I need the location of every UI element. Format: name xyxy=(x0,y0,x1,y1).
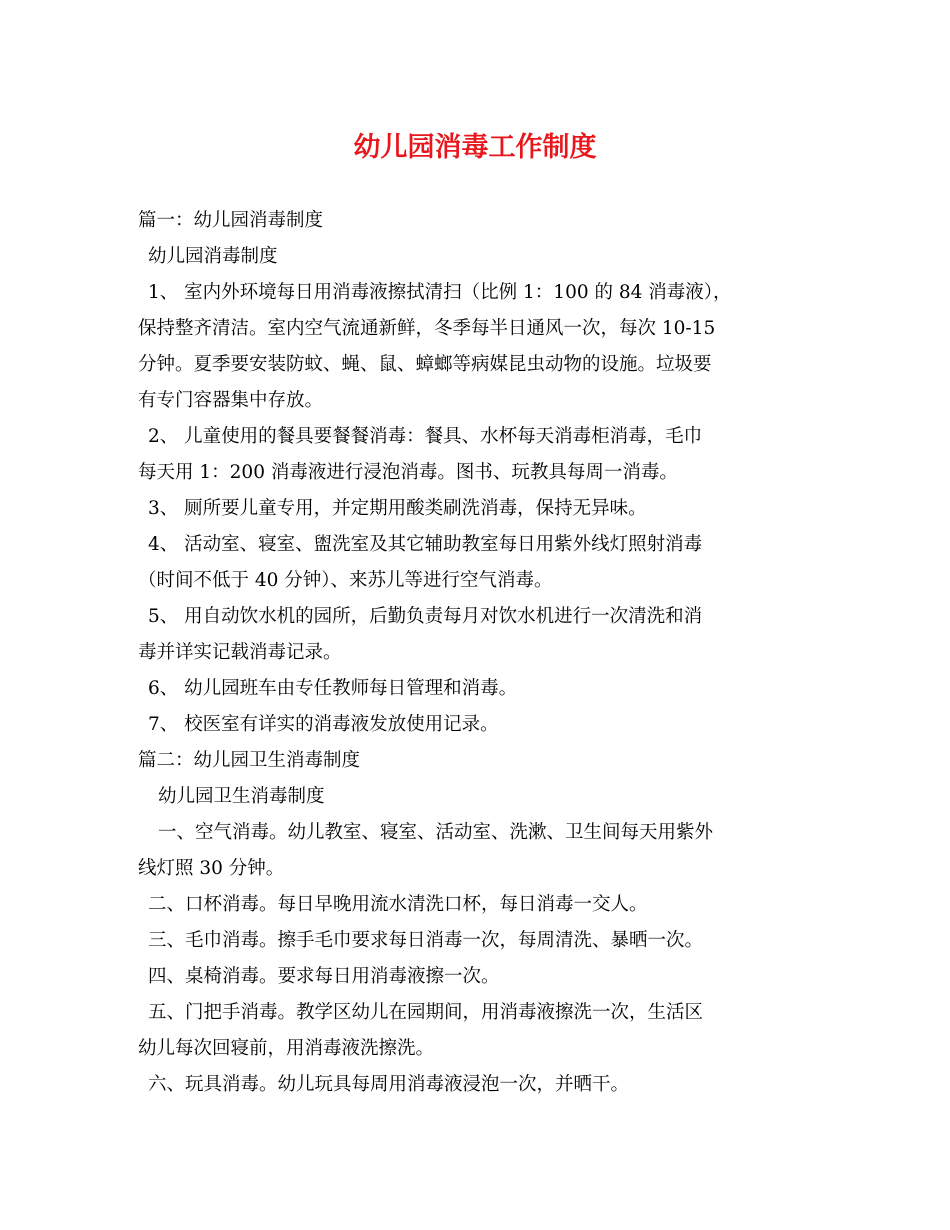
paragraph-line: 保持整齐清洁。室内空气流通新鲜，冬季每半日通风一次，每次 10-15 xyxy=(138,318,716,339)
document-title: 幼儿园消毒工作制度 xyxy=(353,132,597,163)
paragraph-line: 6、 幼儿园班车由专任教师每日管理和消毒。 xyxy=(148,678,518,699)
paragraph-line: 3、 厕所要儿童专用，并定期用酸类刷洗消毒，保持无异味。 xyxy=(148,498,647,519)
paragraph-line: 三、毛巾消毒。擦手毛巾要求每日消毒一次，每周清洗、暴晒一次。 xyxy=(148,930,704,951)
paragraph-line: 2、 儿童使用的餐具要餐餐消毒：餐具、水杯每天消毒柜消毒，毛巾 xyxy=(148,426,703,447)
paragraph-line: 5、 用自动饮水机的园所，后勤负责每月对饮水机进行一次清洗和消 xyxy=(148,606,703,627)
paragraph-line: 幼儿每次回寝前，用消毒液洗擦洗。 xyxy=(138,1038,435,1059)
paragraph-line: 有专门容器集中存放。 xyxy=(138,390,324,411)
document-body xyxy=(138,203,828,1103)
paragraph-line: 五、门把手消毒。教学区幼儿在园期间，用消毒液擦洗一次，生活区 xyxy=(148,1002,704,1023)
paragraph-line: 二、口杯消毒。每日早晚用流水清洗口杯，每日消毒一交人。 xyxy=(148,894,648,915)
paragraph-line: 线灯照 30 分钟。 xyxy=(138,858,285,879)
paragraph-line: 分钟。夏季要安装防蚊、蝇、鼠、蟑螂等病媒昆虫动物的设施。垃圾要 xyxy=(138,354,712,375)
paragraph-line: 1、 室内外环境每日用消毒液擦拭清扫（比例 1：100 的 84 消毒液）， xyxy=(148,282,732,303)
section-heading: 篇一：幼儿园消毒制度 xyxy=(138,210,324,231)
paragraph-line: 每天用 1：200 消毒液进行浸泡消毒。图书、玩教具每周一消毒。 xyxy=(138,462,678,483)
section-subtitle: 幼儿园消毒制度 xyxy=(148,246,278,267)
paragraph-line: 毒并详实记载消毒记录。 xyxy=(138,642,342,663)
paragraph-line: 一、空气消毒。幼儿教室、寝室、活动室、洗漱、卫生间每天用紫外 xyxy=(158,822,714,843)
section-subtitle: 幼儿园卫生消毒制度 xyxy=(158,786,325,807)
paragraph-line: 四、桌椅消毒。要求每日用消毒液擦一次。 xyxy=(148,966,500,987)
paragraph-line: 六、玩具消毒。幼儿玩具每周用消毒液浸泡一次，并晒干。 xyxy=(148,1074,630,1095)
paragraph-line: 4、 活动室、寝室、盥洗室及其它辅助教室每日用紫外线灯照射消毒 xyxy=(148,534,703,555)
section-heading: 篇二：幼儿园卫生消毒制度 xyxy=(138,750,361,771)
paragraph-line: （时间不低于 40 分钟）、来苏儿等进行空气消毒。 xyxy=(138,570,553,591)
paragraph-line: 7、 校医室有详实的消毒液发放使用记录。 xyxy=(148,714,499,735)
